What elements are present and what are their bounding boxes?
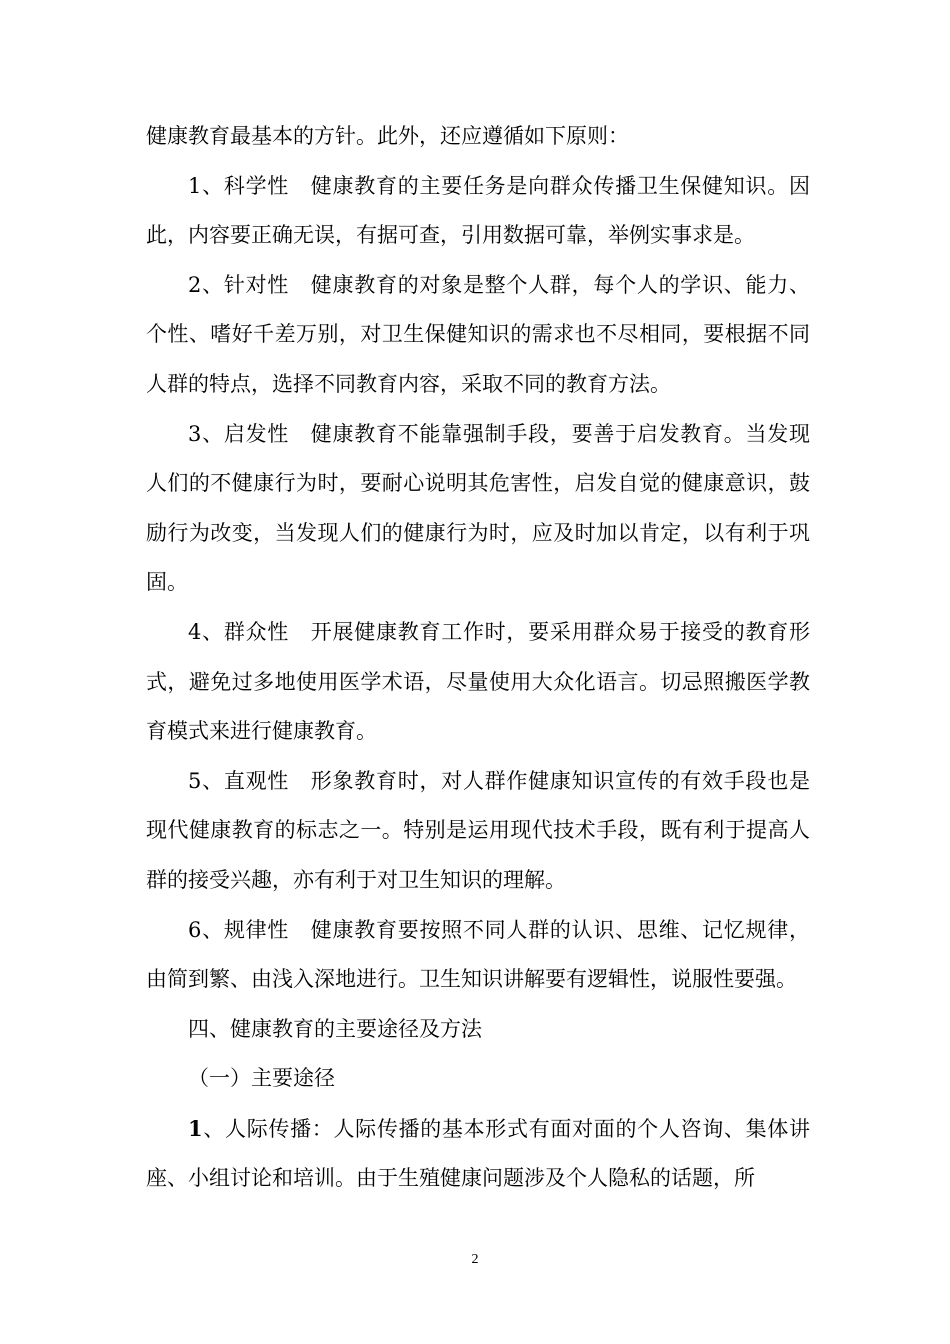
subsection-heading: （一）主要途径 (188, 1066, 335, 1091)
principle-text: 健康教育的主要任务是向群众传播卫生保健知识。因此，内容要正确无误，有据可查，引用数据可靠，举例实事求是。 (146, 173, 810, 248)
principle-paragraph-4 (146, 608, 810, 757)
principle-paragraph-5 (146, 757, 810, 906)
principle-text: 健康教育要按照不同人群的认识、思维、记忆规律，由简到繁、由浅入深地进行。卫生知识讲解要有逻辑性，说服性要强。 (146, 917, 810, 992)
principle-paragraph-2 (146, 261, 810, 410)
lead-in-paragraph: 健康教育最基本的方针。此外，还应遵循如下原则： (146, 124, 629, 148)
principle-text: 健康教育的对象是整个人群，每个人的学识、能力、个性、嗜好千差万别，对卫生保健知识的需求也不尽相同，要根据不同人群的特点，选择不同教育内容，采取不同的教育方法。 (146, 272, 810, 396)
principle-paragraph-1 (146, 162, 810, 261)
item-number: 1 (188, 1115, 203, 1141)
principle-text: 形象教育时，对人群作健康知识宣传的有效手段也是现代健康教育的标志之一。特别是运用现代技术手段，既有利于提高人群的接受兴趣，亦有利于对卫生知识的理解。 (146, 768, 810, 892)
principle-label: 2、针对性 (188, 272, 290, 297)
principle-label: 5、直观性 (188, 768, 290, 793)
principle-label: 3、启发性 (188, 421, 290, 446)
principle-paragraph-3 (146, 410, 810, 608)
principle-label: 6、规律性 (188, 917, 290, 942)
principle-text: 健康教育不能靠强制手段，要善于启发教育。当发现人们的不健康行为时，要耐心说明其危害性，启发自觉的健康意识，鼓励行为改变，当发现人们的健康行为时，应及时加以肯定，以有利于巩固。 (146, 421, 810, 595)
principle-label: 1、科学性 (188, 173, 290, 198)
principle-label: 4、群众性 (188, 619, 290, 644)
page-number: 2 (471, 1252, 479, 1267)
section-heading: 四、健康教育的主要途径及方法 (188, 1016, 482, 1041)
item-text: 、人际传播：人际传播的基本形式有面对面的个人咨询、集体讲座、小组讨论和培训。由于生殖健康问题涉及个人隐私的话题，所 (146, 1116, 810, 1191)
principle-text: 开展健康教育工作时，要采用群众易于接受的教育形式，避免过多地使用医学术语，尽量使用大众化语言。切忌照搬医学教育模式来进行健康教育。 (146, 619, 810, 744)
document-body (146, 112, 810, 1204)
principle-paragraph-6 (146, 906, 810, 1005)
item-paragraph-1 (146, 1104, 810, 1204)
